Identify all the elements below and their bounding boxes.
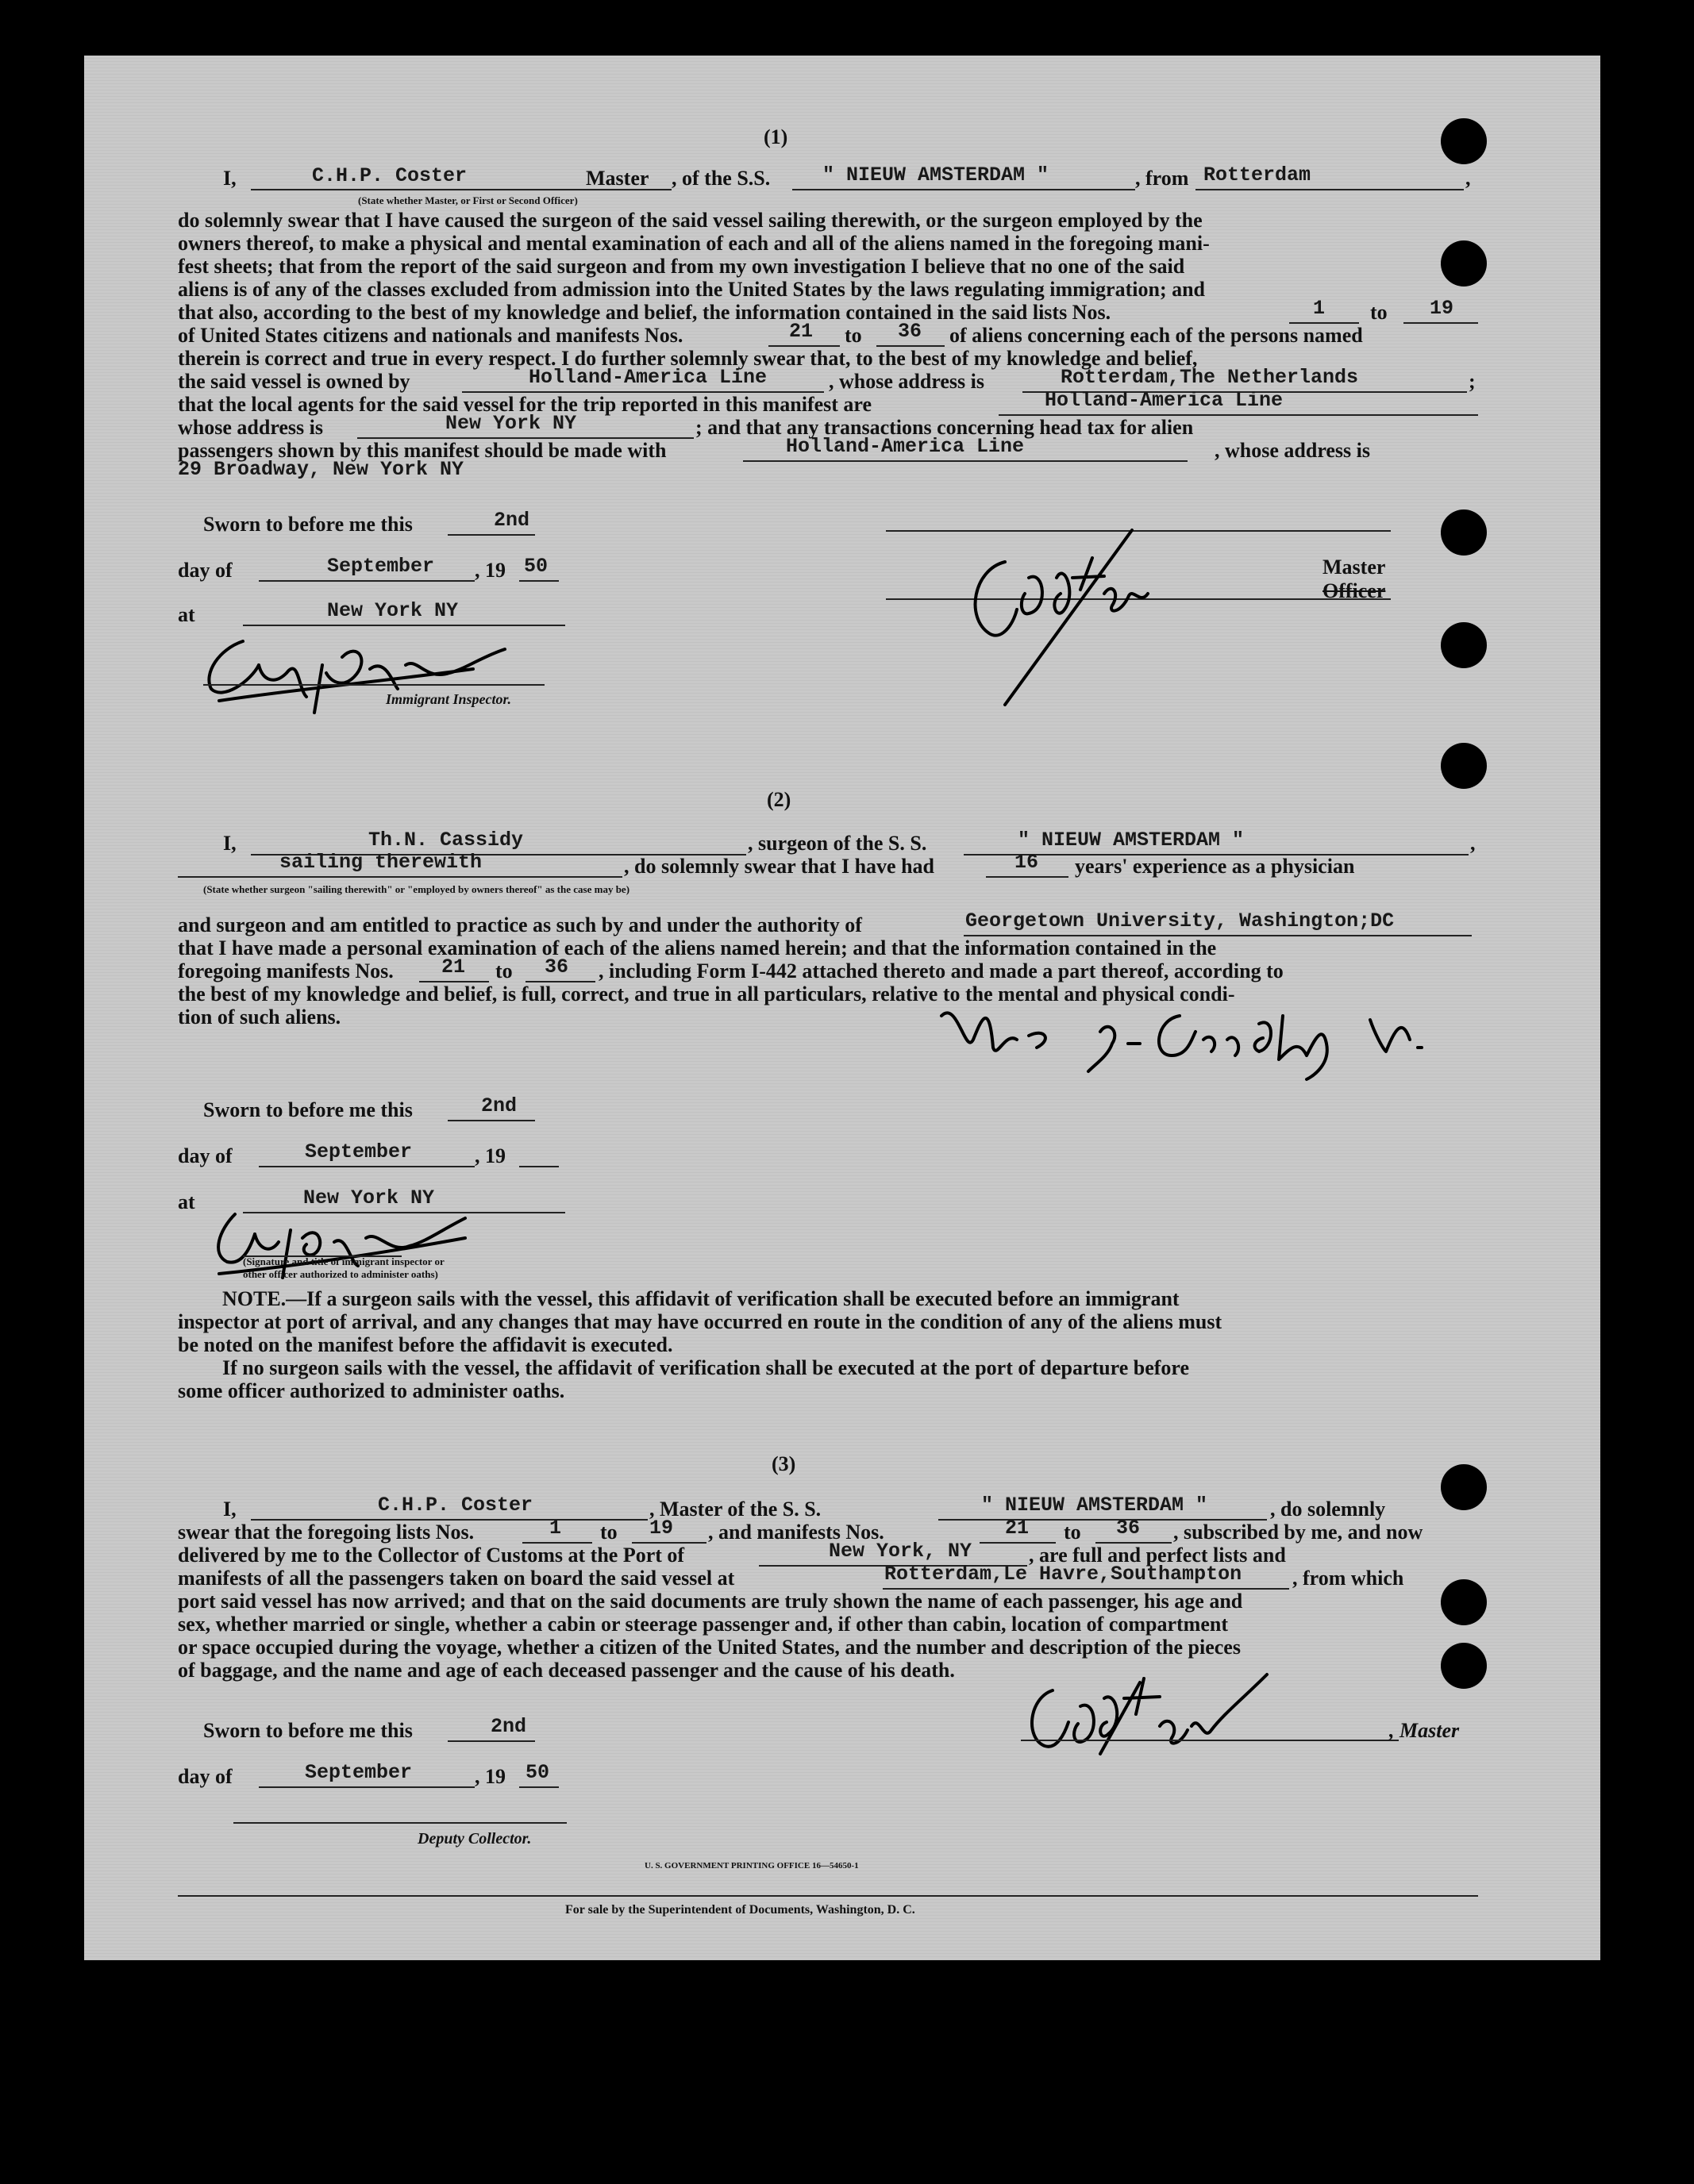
note-line: be noted on the manifest before the affidavit is executed. [178,1333,673,1356]
from-label: , from [1135,167,1189,190]
owner-address-value: Rotterdam,The Netherlands [1061,366,1359,389]
paragraph-line: aliens is of any of the classes excluded from admission into the United States by the laws regulating immigration; and [178,278,1206,301]
punch-hole [1441,509,1487,556]
punch-hole [1441,1464,1487,1510]
year-prefix: , 19 [475,559,506,582]
place-value: New York NY [327,599,459,622]
s3-sworn-label: Sworn to before me this [203,1719,413,1742]
section-2-paragraph-line-2 [178,936,1478,959]
s3-manifests-from-value: 21 [1005,1517,1030,1540]
taken-label: manifests of all the passengers taken on board the said vessel at [178,1567,735,1590]
tax-label: passengers shown by this manifest should be made with [178,439,667,462]
tax-address-label: , whose address is [1215,439,1371,462]
tax-agent-line [743,460,1188,462]
section-2-i: I, [223,832,237,855]
s2-sworn-label: Sworn to before me this [203,1098,413,1121]
note-line: some officer authorized to administer oaths. [178,1379,565,1402]
comma: , [1470,832,1476,855]
s2-sworn-day-value: 2nd [481,1094,518,1117]
port-line [1195,189,1464,190]
to-label: to [1370,301,1388,324]
departure-port-value: Rotterdam [1203,163,1311,186]
agents-address-value: New York NY [445,412,577,435]
years-value: 16 [1014,851,1039,874]
agents-label: that the local agents for the said vessel for the trip reported in this manifest are [178,393,872,416]
surgeon-vessel-value: " NIEUW AMSTERDAM " [1018,829,1245,852]
to-label: to [495,959,513,982]
master-instruction: (State whether Master, or First or Second Officer) [358,194,578,206]
s2-manifests-to-value: 36 [545,956,569,979]
paragraph-line: of baggage, and the name and age of each deceased passenger and the cause of his death. [178,1659,955,1682]
foregoing-manifests-label: foregoing manifests Nos. [178,959,394,982]
years-line [986,876,1068,878]
ports-value: Rotterdam,Le Havre,Southampton [884,1563,1242,1586]
s3-day-of-label: day of [178,1765,233,1788]
s2-day-of-label: day of [178,1144,233,1167]
month-line [259,580,475,582]
punch-hole [1441,622,1487,668]
surgeon-signature [926,984,1497,1087]
authority-label: and surgeon and am entitled to practice as such by and under the authority of [178,913,862,936]
printing-office-label: U. S. GOVERNMENT PRINTING OFFICE 16—54650-1 [645,1861,859,1871]
paragraph-line: or space occupied during the voyage, whether a citizen of the United States, and the number and description of the pieces [178,1636,1241,1659]
master-title-label: Master [1322,556,1386,579]
lists-to-line [1403,322,1478,324]
s3-lists-to-value: 19 [649,1517,674,1540]
swear-label: , do solemnly swear that I have had [624,855,935,878]
full-lists-label: , are full and perfect lists and [1029,1544,1286,1567]
s3-lists-from-value: 1 [549,1517,562,1540]
owner-value: Holland-America Line [529,366,768,389]
s3-master-value: C.H.P. Coster [378,1494,533,1517]
lists-sentence: that also, according to the best of my knowledge and belief, the information contained in the said lists Nos. [178,301,1111,324]
manifests-sentence-end: of aliens concerning each of the persons named [949,324,1363,347]
paragraph-line: tion of such aliens. [178,1005,341,1029]
section-1-paragraph [178,209,1478,301]
manifest-affidavit-page [84,56,1600,1960]
note-line: NOTE.—If a surgeon sails with the vessel, this affidavit of verification shall be executed before an immigrant [222,1287,1180,1310]
manifests-to-value: 36 [898,320,922,343]
surgeon-instruction: (State whether surgeon "sailing therewith" or "employed by owners thereof" as the case may be) [203,883,630,895]
of-ss-label: , of the S.S. [672,167,771,190]
collector-label: Deputy Collector. [418,1830,532,1848]
officer-title-label: Officer [1322,579,1386,602]
from-which-label: , from which [1292,1567,1404,1590]
master-word: Master [586,167,649,190]
years-label: years' experience as a physician [1075,855,1355,878]
section-3-number: (3) [772,1452,796,1475]
agents-address-label: whose address is [178,416,324,439]
sale-notice: For sale by the Superintendent of Documents, Washington, D. C. [565,1903,915,1917]
officer-caption-2: other officer authorized to administer oaths) [243,1268,438,1280]
to-label: to [845,324,862,347]
note-line: inspector at port of arrival, and any changes that may have occurred en route in the condition of any of the aliens must [178,1310,1222,1333]
s2-manifests-from-value: 21 [441,956,466,979]
lists-to-value: 19 [1430,297,1454,320]
s3-sworn-day-value: 2nd [491,1715,527,1738]
note-paragraph [178,1287,1478,1402]
s3-swear-label: swear that the foregoing lists Nos. [178,1521,475,1544]
s3-vessel-value: " NIEUW AMSTERDAM " [981,1494,1208,1517]
s2-place-value: New York NY [303,1186,435,1209]
year-value: 50 [524,555,549,578]
lists-from-value: 1 [1313,297,1326,320]
s2-month-line [259,1166,475,1167]
to-label: to [600,1521,618,1544]
sworn-label: Sworn to before me this [203,513,413,536]
paragraph-line: do solemnly swear that I have caused the surgeon of the said vessel sailing therewith, or the surgeon employed by the [178,209,1203,232]
s2-at-label: at [178,1190,195,1213]
paragraph-line: that I have made a personal examination of each of the aliens named herein; and that the information contained in the [178,936,1217,959]
footer-rule [178,1895,1478,1897]
s2-sworn-day-line [448,1120,535,1121]
sailing-value: sailing therewith [279,851,483,874]
tax-address-value: 29 Broadway, New York NY [178,458,464,481]
surgeon-of-label: , surgeon of the S. S. [748,832,927,855]
manifests-from-value: 21 [789,320,814,343]
manifests-sentence: of United States citizens and nationals and manifests Nos. [178,324,683,347]
comma: , [1465,167,1471,190]
punch-hole [1441,743,1487,789]
note-line: If no surgeon sails with the vessel, the affidavit of verification shall be executed at the port of departure before [222,1356,1190,1379]
agents-value: Holland-America Line [1045,389,1284,412]
master-signature [910,514,1211,721]
vessel-line [792,189,1135,190]
form-label: , including Form I-442 attached thereto and made a part thereof, according to [599,959,1284,982]
s3-month-value: September [305,1761,413,1784]
master-name-value: C.H.P. Coster [312,164,468,187]
subscribed-label: , subscribed by me, and now [1173,1521,1423,1544]
collector-line [233,1822,567,1824]
head-tax-label: ; and that any transactions concerning head tax for alien [695,416,1194,439]
section-2-number: (2) [767,788,791,811]
year-line [519,580,559,582]
section-1-number: (1) [764,125,788,148]
s3-master-label: , Master [1389,1719,1460,1742]
s2-year-line [519,1166,559,1167]
to-label: to [1064,1521,1081,1544]
semicolon: ; [1469,370,1476,393]
punch-hole [1441,118,1487,164]
delivered-label: delivered by me to the Collector of Customs at the Port of [178,1544,685,1567]
day-of-label: day of [178,559,233,582]
s3-sworn-day-line [448,1740,535,1742]
s3-month-line [259,1786,475,1788]
officer-caption-1: (Signature and title of immigrant inspector or [243,1255,445,1267]
s3-year-line [519,1786,559,1788]
paragraph-line: fest sheets; that from the report of the said surgeon and from my own investigation I believe that no one of the said [178,255,1185,278]
surgeon-name-value: Th.N. Cassidy [368,829,524,852]
section-3-i: I, [223,1498,237,1521]
section-1-i: I, [223,167,237,190]
inspector-label: Immigrant Inspector. [386,691,512,707]
tax-agent-value: Holland-America Line [786,435,1025,458]
sworn-day-value: 2nd [494,509,530,532]
paragraph-line: therein is correct and true in every respect. I do further solemnly swear that, to the best of my knowledge and belief, [178,347,1198,370]
s3-master-signature-line [1021,1740,1399,1741]
s2-month-value: September [305,1140,413,1163]
at-label: at [178,603,195,626]
paragraph-line: the best of my knowledge and belief, is full, correct, and true in all particulars, relative to the mental and physical condi- [178,982,1235,1005]
customs-port-value: New York, NY [829,1540,972,1563]
s3-year-prefix: , 19 [475,1765,506,1788]
s3-master-signature [1005,1667,1338,1770]
vessel-name-value: " NIEUW AMSTERDAM " [822,163,1049,186]
month-value: September [327,555,435,578]
inspector-line [203,684,545,686]
owned-by-label: the said vessel is owned by [178,370,410,393]
owner-address-label: , whose address is [829,370,985,393]
s2-year-prefix: , 19 [475,1144,506,1167]
sworn-day-line [448,534,535,536]
s3-year-value: 50 [526,1761,550,1784]
authority-value: Georgetown University, Washington;DC [965,909,1395,932]
s3-master-of-label: , Master of the S. S. [649,1498,822,1521]
solemnly-label: , do solemnly [1270,1498,1386,1521]
paragraph-line: owners thereof, to make a physical and mental examination of each and all of the aliens named in the foregoing mani- [178,232,1210,255]
paragraph-line: port said vessel has now arrived; and that on the said documents are truly shown the name of each passenger, his age and [178,1590,1243,1613]
s3-manifests-label: , and manifests Nos. [708,1521,884,1544]
paragraph-line: sex, whether married or single, whether a cabin or steerage passenger and, if other than cabin, location of compartment [178,1613,1228,1636]
s3-manifests-to-value: 36 [1116,1517,1141,1540]
